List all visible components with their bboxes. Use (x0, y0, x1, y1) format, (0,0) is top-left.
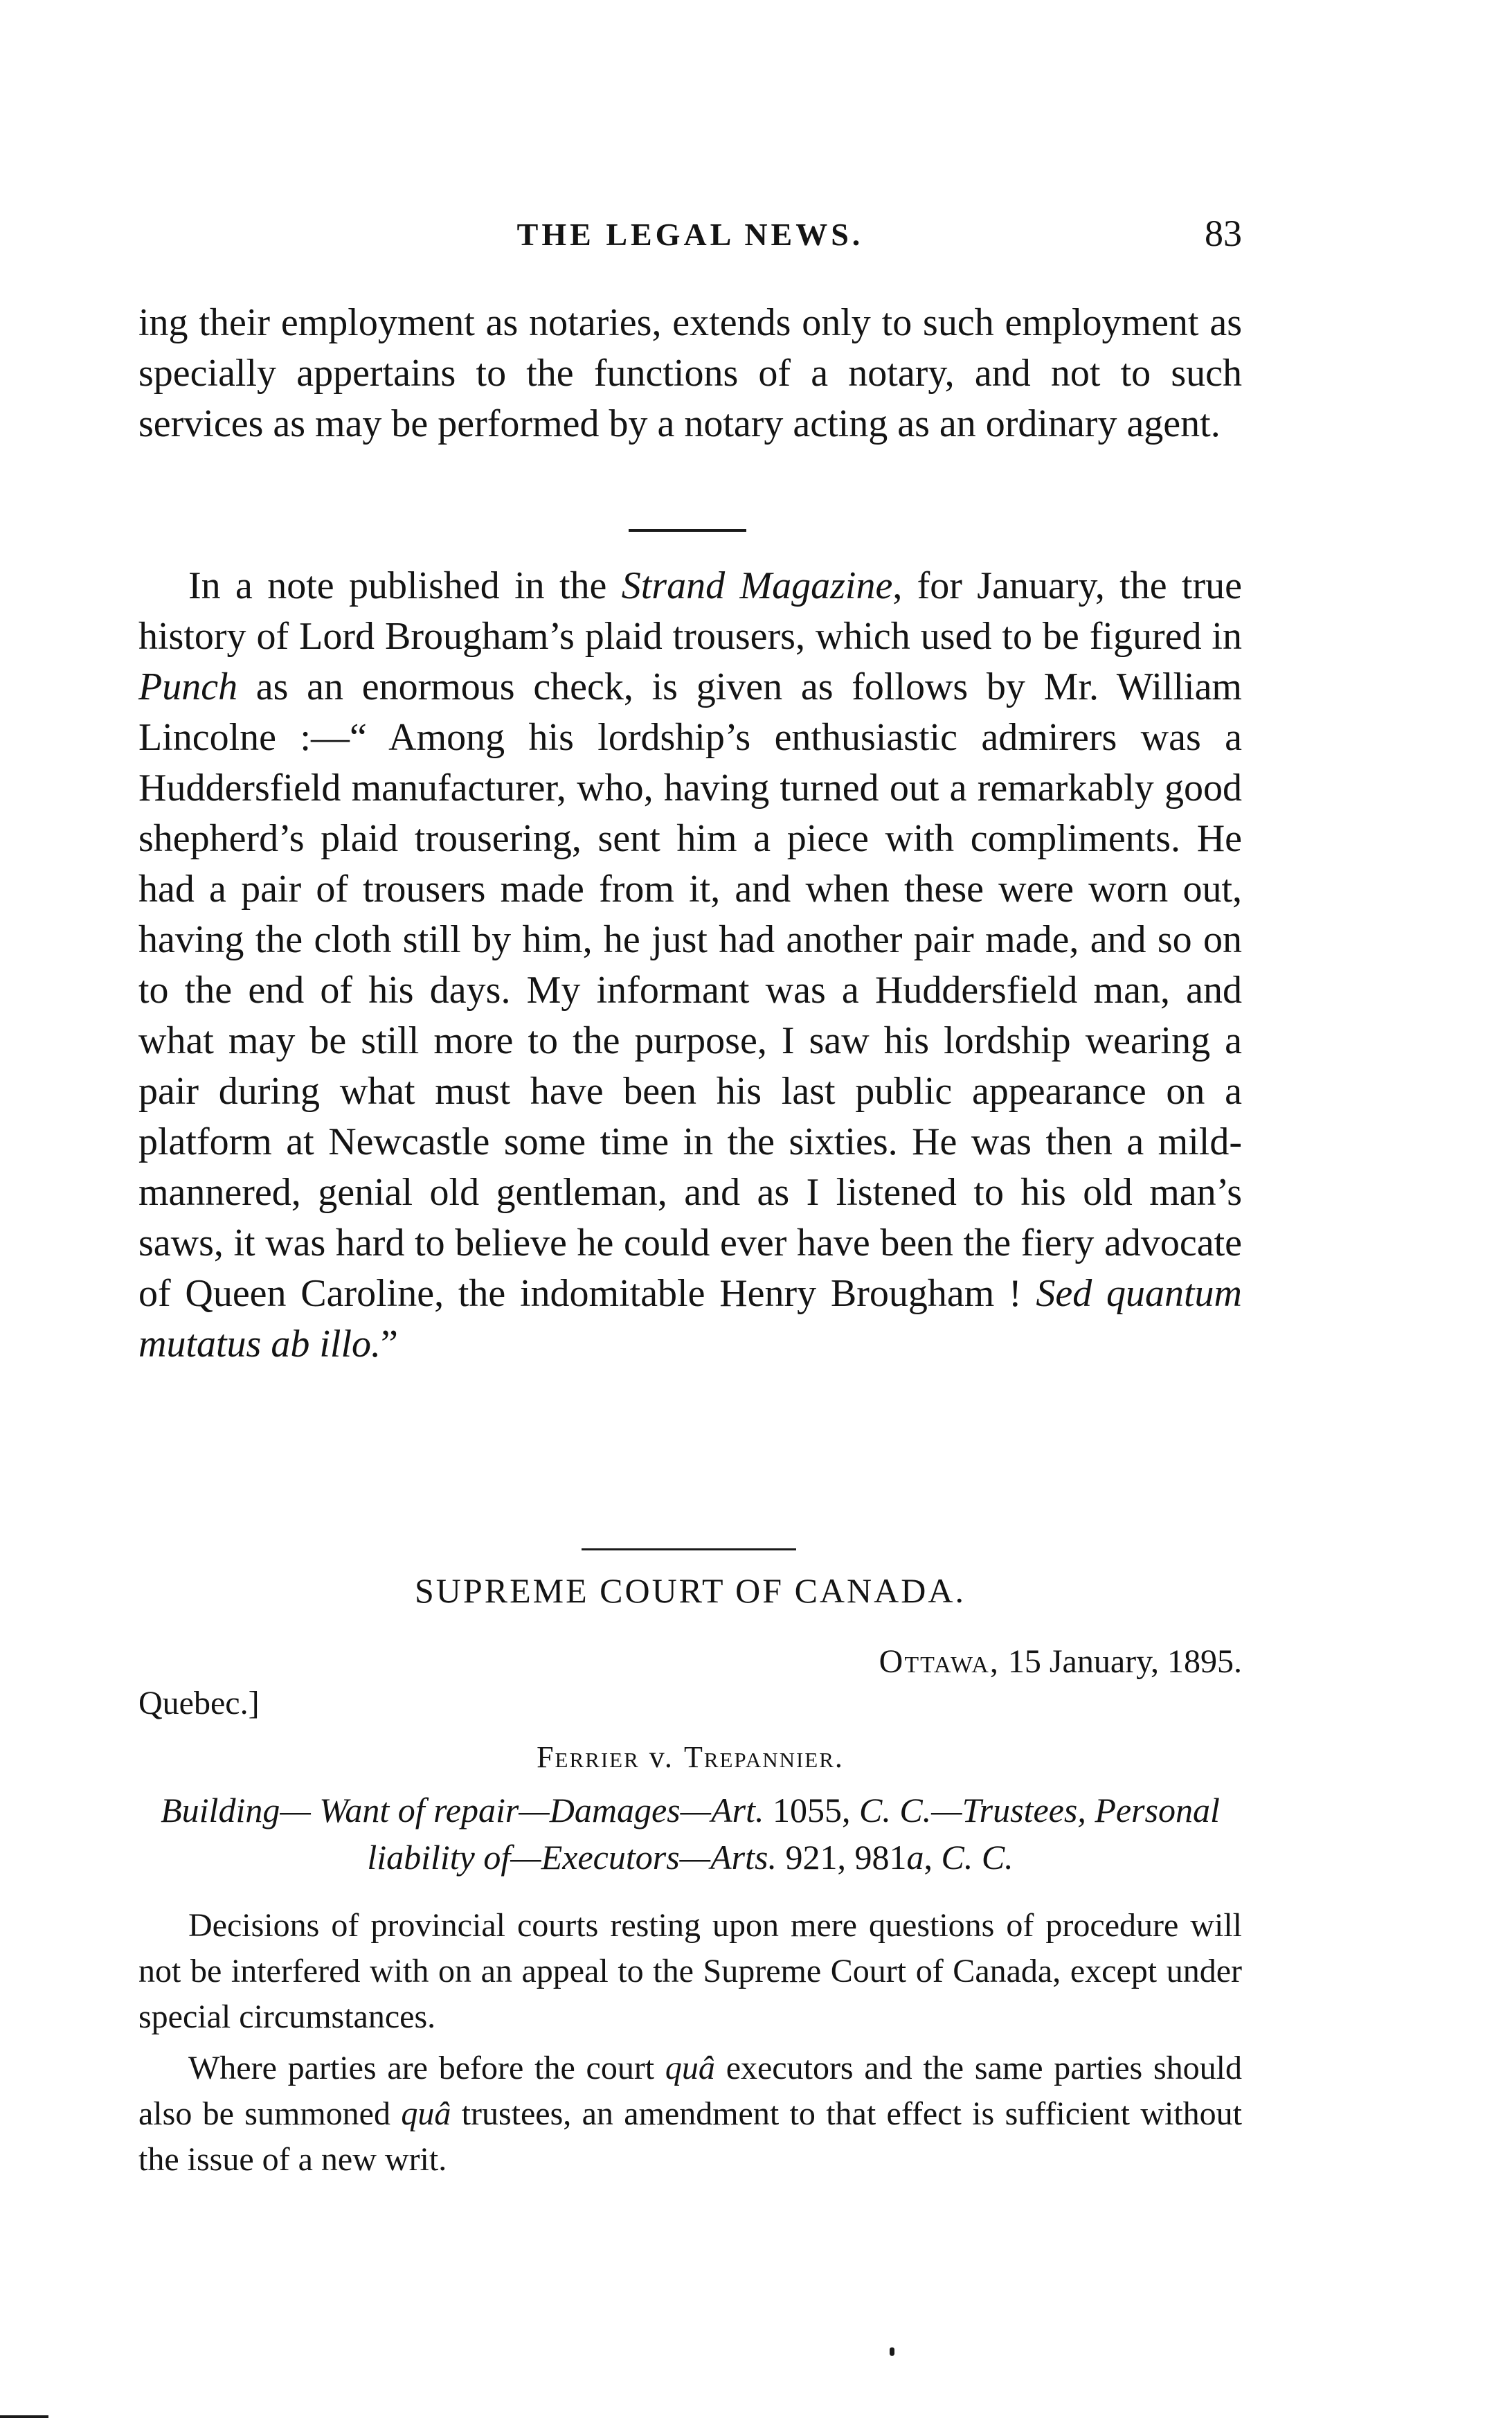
headnote (138, 1787, 1242, 1881)
case-name (138, 1739, 1242, 1775)
dateline-city: Ottawa, (879, 1643, 1000, 1680)
headnote-text: a (906, 1838, 924, 1877)
ink-speck (890, 2347, 894, 2356)
text-run: In a note published in the (188, 564, 622, 607)
text-run: trustees, an amendment to that effect is sufficient without the issue of a new writ. (138, 2095, 1242, 2178)
dateline (879, 1643, 1242, 1681)
headnote-text: Building— Want of repair—Damages—Art. (161, 1791, 764, 1829)
running-title: THE LEGAL NEWS. (516, 217, 864, 252)
headnote-text: 1055, (764, 1791, 859, 1829)
latin-quote: Sed quantum mutatus ab illo. (138, 1272, 1242, 1366)
court-heading: SUPREME COURT OF CANADA. (415, 1571, 966, 1610)
text-run: Where parties are before the court (188, 2050, 665, 2086)
page-number: 83 (1205, 213, 1242, 254)
text-run: executors and the same parties should also be summoned (138, 2050, 1243, 2132)
periodical-title: Punch (138, 665, 238, 708)
text-run: as an enormous check, is given as follows by Mr. William Lincolne :—“ Among his lordship’s enthusiastic admirers was a Huddersfield manufacturer, who, having turned out a remarkably good shepherd’s plaid trousering, sent him a piece with compliments. He had a pair of trousers made from it, and when these were worn out, having the cloth still by him, he just had another pair made, and so on to the end of his days. My informant was a Huddersfield man, and what may be still more to the purpose, I saw his lordship wearing a pair during what must have been his last public appearance on a platform at Newcastle some time in the sixties. He was then a mild-mannered, genial old gentleman, and as I listened to his old man’s saws, it was hard to believe he could ever have been the fiery advocate of Queen Caroline, the indomitable Henry Brougham ! (138, 665, 1242, 1315)
brougham-anecdote (138, 561, 1242, 1370)
headnote-text: C. C. (941, 1838, 1014, 1877)
anecdote-paragraph (138, 561, 1242, 1370)
headnote-text: , (924, 1838, 942, 1877)
headnote-text: 921, 981 (776, 1838, 907, 1877)
party-name: Trepannier. (683, 1740, 844, 1774)
province-label: Quebec.] (138, 1685, 260, 1721)
versus: v. (639, 1740, 684, 1774)
latin-term: quâ (401, 2095, 451, 2132)
paragraph-continuation (138, 298, 1242, 449)
page-header (138, 213, 1242, 265)
party-name: Ferrier (537, 1740, 640, 1774)
holding-paragraph: Decisions of provincial courts resting upon mere questions of procedure will not be interfered with on an appeal to the Supreme Court of Canada, except under special circumstances. (138, 1907, 1242, 2035)
section-divider (629, 529, 746, 532)
magazine-title: Strand Magazine (621, 564, 893, 607)
headnote-text: C. C.—Trustees, Personal liability of—Executors—Arts. (367, 1791, 1220, 1877)
section-divider (582, 1548, 796, 1550)
text-run: , for January, the true history of Lord Brougham’s plaid trousers, which used to be figured in (138, 564, 1242, 658)
latin-term: quâ (665, 2050, 715, 2086)
holdings (138, 1903, 1242, 2188)
dateline-date: 15 January, 1895. (999, 1643, 1242, 1680)
closing-quote: ” (381, 1323, 398, 1366)
scan-edge-mark (0, 2415, 48, 2418)
paragraph-text: ing their employment as notaries, extends only to such employment as specially appertains to the functions of a notary, and not to such services as may be performed by a notary acting as an ordinary agent. (138, 301, 1242, 445)
holding-paragraph (138, 2046, 1242, 2183)
